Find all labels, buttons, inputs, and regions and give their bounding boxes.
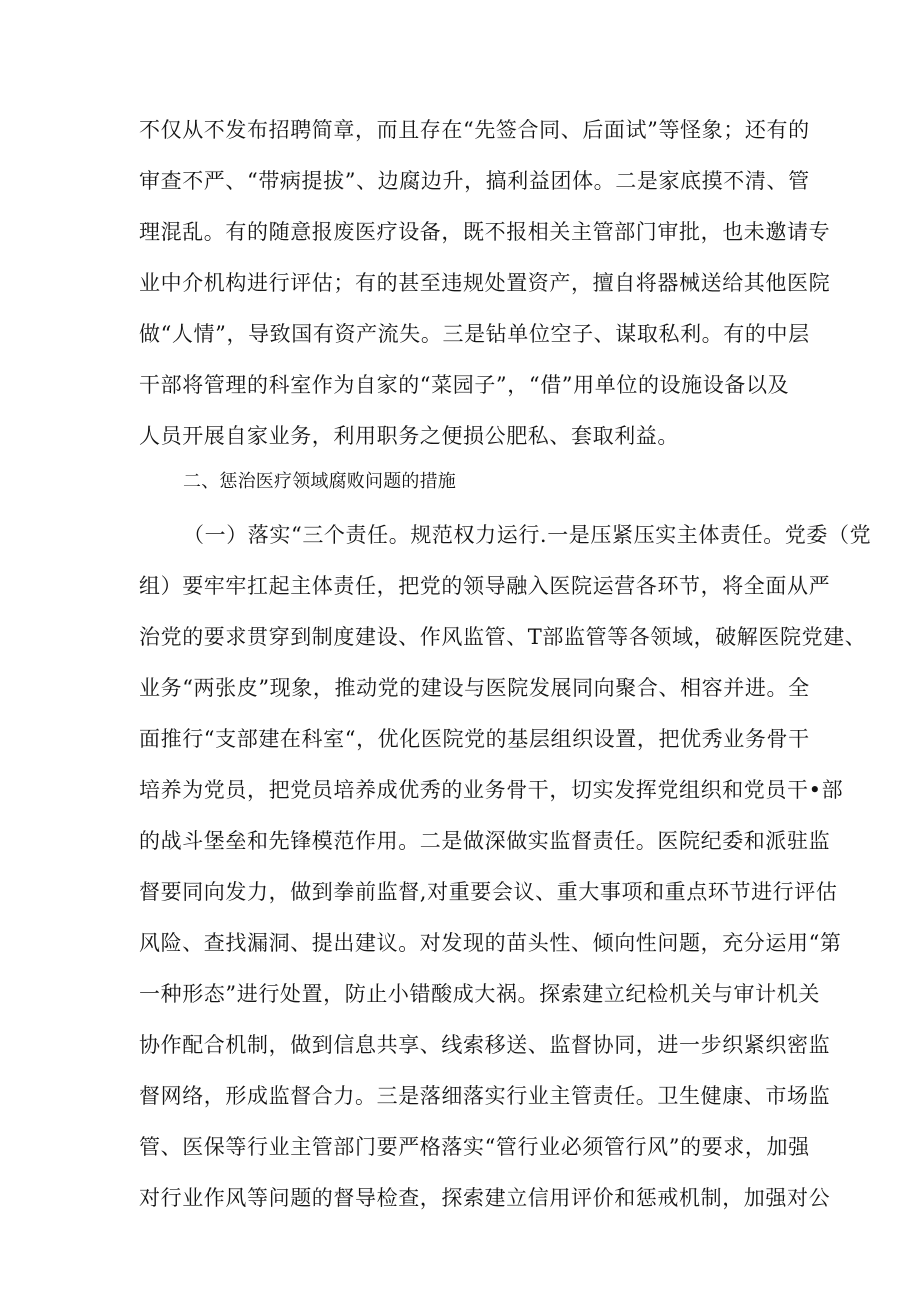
section-heading: 二、惩治医疗领域腐败问题的措施 bbox=[183, 471, 456, 492]
body-line: 管、医保等行业主管部门要严格落实“管行业必须管行风”的要求，加强 bbox=[139, 1135, 810, 1159]
body-line: 业务“两张皮”现象，推动党的建设与医院发展同向聚合、相容并进。全 bbox=[139, 676, 810, 700]
body-line: 培养为党员，把党员培养成优秀的业务骨干，切实发挥党组织和党员干•部 bbox=[139, 778, 844, 802]
body-line: 不仅从不发布招聘简章，而且存在“先签合同、后面试”等怪象；还有的 bbox=[139, 118, 810, 142]
body-line: 做“人情”，导致国有资产流失。三是钻单位空子、谋取私利。有的中层 bbox=[139, 322, 810, 346]
body-line: 业中介机构进行评估；有的甚至违规处置资产，擅自将器械送给其他医院 bbox=[139, 271, 831, 295]
body-line: 督要同向发力，做到拳前监督,对重要会议、重大事项和重点环节进行评估 bbox=[139, 880, 838, 904]
body-line: 审查不严、“带病提拔”、边腐边升，搞利益团体。二是家底摸不清、管 bbox=[139, 169, 810, 193]
body-line: 对行业作风等问题的督导检查，探索建立信用评价和惩戒机制，加强对公 bbox=[139, 1186, 831, 1210]
body-line: 面推行“支部建在科室“，优化医院党的基层组织设置，把优秀业务骨干 bbox=[139, 727, 810, 751]
body-line: （一）落实“三个责任。规范权力运行.一是压紧压实主体责任。党委（党 bbox=[183, 523, 872, 547]
body-line: 治党的要求贯穿到制度建设、作风监管、T部监管等各领域，破解医院党建、 bbox=[139, 625, 867, 649]
body-line: 干部将管理的科室作为自家的“菜园子”，“借”用单位的设施设备以及 bbox=[139, 373, 790, 397]
body-line: 组）要牢牢扛起主体责任，把党的领导融入医院运营各环节，将全面从严 bbox=[139, 574, 831, 598]
body-line: 一种形态”进行处置，防止小错酸成大祸。探索建立纪检机关与审计机关 bbox=[139, 982, 820, 1006]
body-line: 理混乱。有的随意报废医疗设备，既不报相关主管部门审批，也未邀请专 bbox=[139, 220, 831, 244]
body-line: 风险、查找漏洞、提出建议。对发现的苗头性、倾向性问题，充分运用“第 bbox=[139, 931, 842, 955]
body-line: 协作配合机制，做到信息共享、线索移送、监督协同，进一步织紧织密监 bbox=[139, 1033, 831, 1057]
body-line: 人员开展自家业务，利用职务之便损公肥私、套取利益。 bbox=[139, 424, 679, 448]
body-line: 督网络，形成监督合力。三是落细落实行业主管责任。卫生健康、市场监 bbox=[139, 1084, 831, 1108]
body-line: 的战斗堡垒和先锋模范作用。二是做深做实监督责任。医院纪委和派驻监 bbox=[139, 829, 831, 853]
